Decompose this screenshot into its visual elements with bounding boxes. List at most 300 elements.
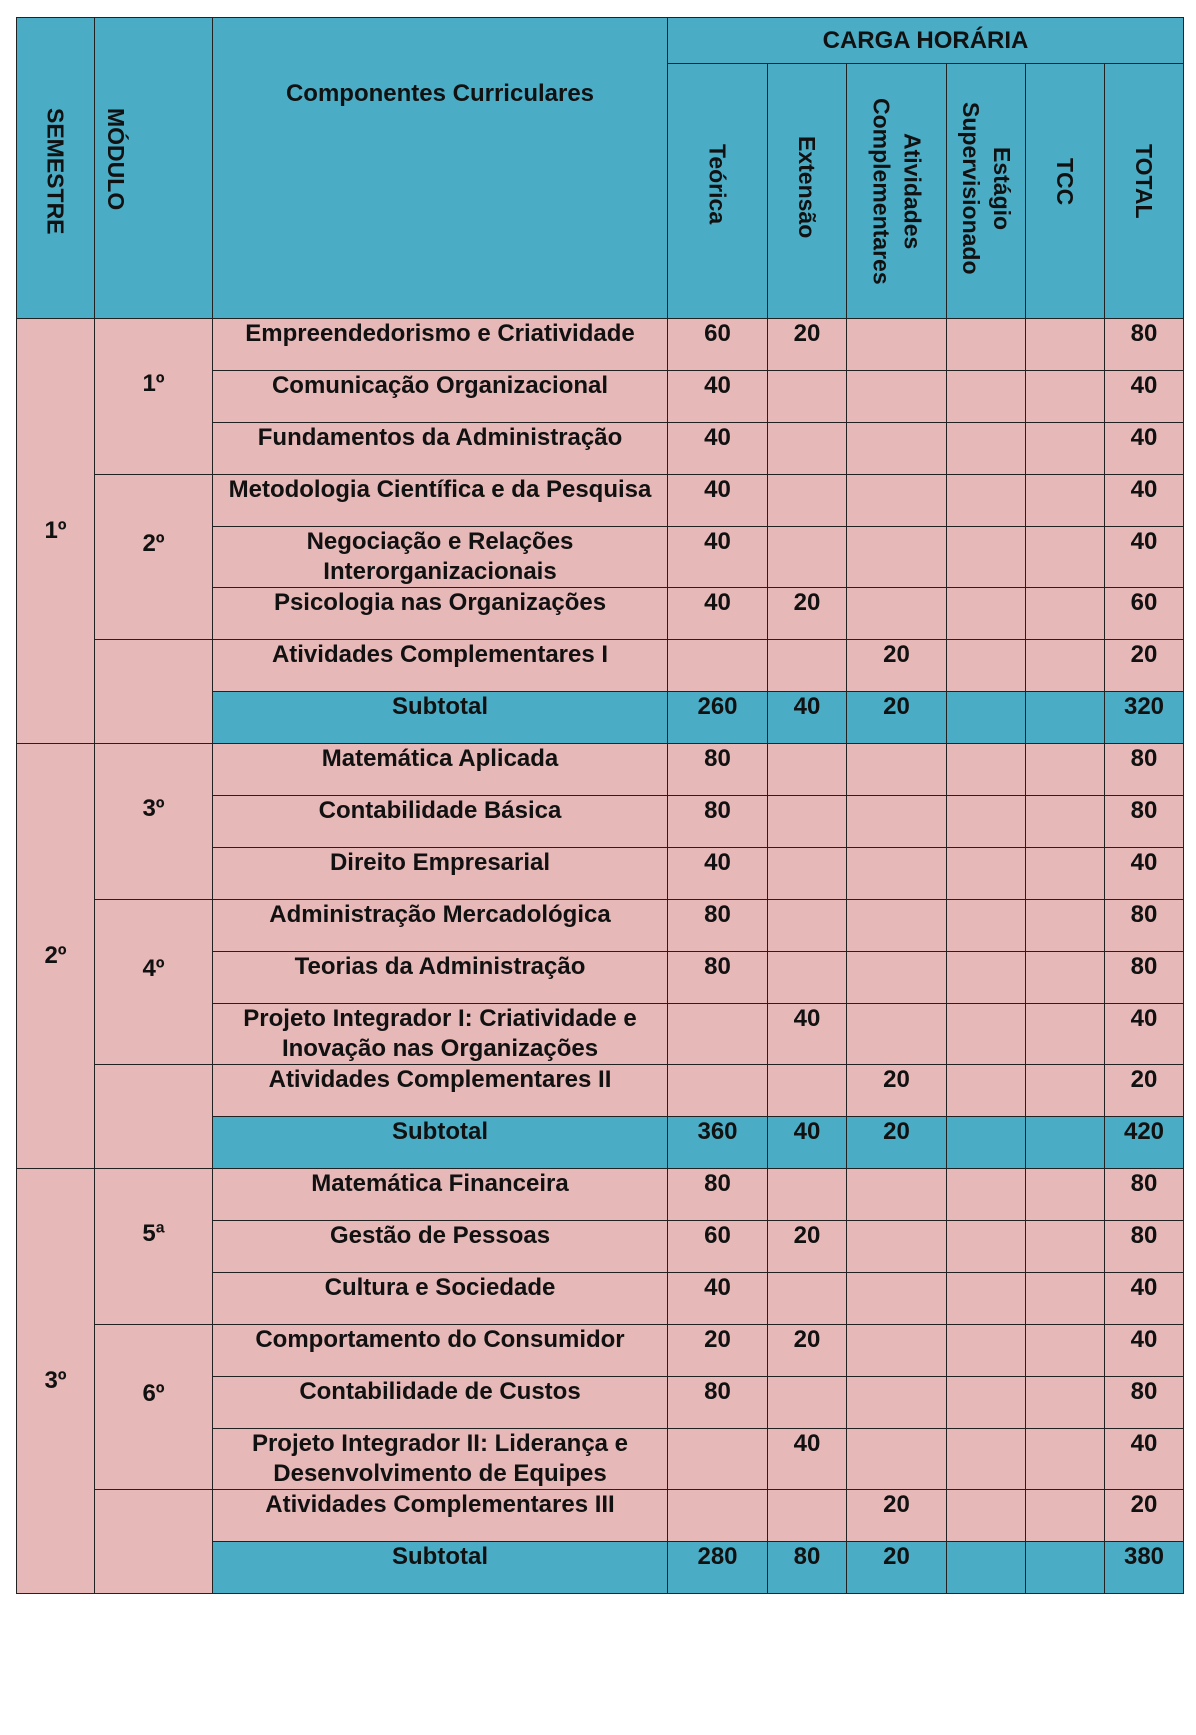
hours-teorica-cell — [668, 1325, 768, 1377]
hours-total-value: 380 — [1123, 1543, 1165, 1570]
hours-teorica-cell — [668, 1004, 768, 1065]
header-estagio-line-1: Estágio — [989, 146, 1015, 230]
hours-estagio-cell — [947, 900, 1026, 952]
component-name-cell — [213, 952, 668, 1004]
hours-teorica-cell — [668, 1429, 768, 1490]
component-name: Desenvolvimento de Equipes — [273, 1460, 607, 1487]
hours-teorica-value: 60 — [704, 320, 731, 347]
component-name: Inovação nas Organizações — [281, 1035, 599, 1062]
component-name: Subtotal — [392, 1543, 488, 1570]
hours-total-cell — [1105, 1377, 1184, 1429]
hours-estagio-cell — [947, 1221, 1026, 1273]
hours-teorica-value: 40 — [704, 589, 731, 616]
hours-teorica-cell — [668, 900, 768, 952]
hours-total-cell — [1105, 952, 1184, 1004]
table-row — [17, 319, 1184, 371]
component-name-cell — [213, 1273, 668, 1325]
component-name-cell — [213, 423, 668, 475]
hours-tcc-cell — [1026, 1325, 1105, 1377]
hours-teorica-cell — [668, 1542, 768, 1594]
hours-estagio-cell — [947, 1065, 1026, 1117]
hours-estagio-cell — [947, 1273, 1026, 1325]
hours-total-cell — [1105, 848, 1184, 900]
hours-estagio-cell — [947, 1429, 1026, 1490]
hours-extensao-cell — [768, 1004, 847, 1065]
hours-total-value: 80 — [1130, 1222, 1158, 1249]
header-componentes — [213, 18, 668, 319]
component-name: Projeto Integrador II: Liderança e — [251, 1430, 629, 1457]
header-modulo-label: MÓDULO — [103, 108, 129, 211]
semester-label: 1º — [44, 517, 67, 544]
hours-atividades-cell — [847, 1490, 947, 1542]
hours-total-cell — [1105, 1325, 1184, 1377]
hours-estagio-cell — [947, 952, 1026, 1004]
hours-total-value: 40 — [1130, 424, 1158, 451]
hours-total-cell — [1105, 744, 1184, 796]
hours-teorica-value: 80 — [704, 953, 731, 980]
hours-total-value: 40 — [1130, 1326, 1158, 1353]
component-name: Negociação e Relações — [306, 528, 574, 555]
header-carga-horaria-label: CARGA HORÁRIA — [822, 26, 1029, 54]
component-name: Interorganizacionais — [323, 558, 557, 585]
component-name-cell — [213, 475, 668, 527]
hours-total-value: 60 — [1130, 589, 1158, 616]
header-estagio-line-2: Supervisionado — [958, 102, 984, 275]
hours-teorica-value: 80 — [704, 745, 731, 772]
hours-atividades-value: 20 — [883, 641, 910, 668]
hours-teorica-cell — [668, 1065, 768, 1117]
semester-cell — [17, 744, 95, 1169]
hours-estagio-cell — [947, 796, 1026, 848]
component-name-cell — [213, 640, 668, 692]
hours-tcc-cell — [1026, 900, 1105, 952]
hours-atividades-cell — [847, 1325, 947, 1377]
module-label: 1º — [142, 369, 165, 397]
hours-extensao-cell — [768, 1117, 847, 1169]
hours-atividades-cell — [847, 423, 947, 475]
hours-total-value: 40 — [1130, 1005, 1158, 1032]
hours-tcc-cell — [1026, 640, 1105, 692]
header-tcc — [1026, 64, 1105, 319]
component-name: Matemática Aplicada — [321, 745, 559, 772]
hours-teorica-cell — [668, 1169, 768, 1221]
component-name-cell — [213, 1117, 668, 1169]
hours-atividades-cell — [847, 1065, 947, 1117]
component-name-cell — [213, 744, 668, 796]
module-label: 3º — [142, 794, 165, 822]
hours-teorica-cell — [668, 952, 768, 1004]
hours-total-cell — [1105, 1542, 1184, 1594]
hours-total-cell — [1105, 1429, 1184, 1490]
component-name: Teorias da Administração — [294, 953, 586, 980]
hours-tcc-cell — [1026, 423, 1105, 475]
hours-total-value: 80 — [1130, 1170, 1158, 1197]
hours-total-value: 20 — [1130, 1491, 1158, 1518]
hours-teorica-cell — [668, 1377, 768, 1429]
header-estagio-label — [955, 64, 1017, 275]
hours-estagio-cell — [947, 423, 1026, 475]
hours-extensao-cell — [768, 1273, 847, 1325]
hours-total-value: 40 — [1130, 372, 1158, 399]
hours-extensao-cell — [768, 640, 847, 692]
hours-atividades-cell — [847, 1542, 947, 1594]
hours-extensao-cell — [768, 475, 847, 527]
component-name-cell — [213, 1542, 668, 1594]
component-name-cell — [213, 796, 668, 848]
component-name-cell — [213, 1221, 668, 1273]
table-row — [17, 1325, 1184, 1377]
hours-teorica-value: 280 — [697, 1543, 738, 1570]
hours-extensao-cell — [768, 527, 847, 588]
hours-tcc-cell — [1026, 1542, 1105, 1594]
hours-teorica-value: 80 — [704, 1170, 731, 1197]
hours-total-value: 40 — [1130, 1430, 1158, 1457]
curriculum-table — [16, 17, 1184, 1594]
hours-extensao-cell — [768, 371, 847, 423]
header-carga-horaria — [668, 18, 1184, 64]
hours-atividades-cell — [847, 900, 947, 952]
hours-extensao-cell — [768, 692, 847, 744]
hours-estagio-cell — [947, 371, 1026, 423]
component-name: Contabilidade de Custos — [299, 1378, 581, 1405]
hours-total-value: 320 — [1123, 693, 1165, 720]
module-label: 2º — [142, 530, 165, 557]
hours-extensao-cell — [768, 319, 847, 371]
hours-total-cell — [1105, 319, 1184, 371]
module-label: 6º — [142, 1380, 165, 1407]
hours-estagio-cell — [947, 1542, 1026, 1594]
hours-total-cell — [1105, 1065, 1184, 1117]
table-row — [17, 1169, 1184, 1221]
module-cell-empty — [95, 1490, 213, 1594]
hours-tcc-cell — [1026, 371, 1105, 423]
component-name: Subtotal — [392, 1118, 488, 1145]
hours-total-cell — [1105, 527, 1184, 588]
hours-teorica-cell — [668, 1273, 768, 1325]
hours-extensao-cell — [768, 1325, 847, 1377]
hours-teorica-value: 360 — [697, 1118, 738, 1145]
component-name: Comunicação Organizacional — [271, 372, 609, 399]
component-name-cell — [213, 371, 668, 423]
component-name-cell — [213, 1325, 668, 1377]
hours-teorica-cell — [668, 423, 768, 475]
module-cell-empty — [95, 640, 213, 744]
hours-tcc-cell — [1026, 588, 1105, 640]
header-estagio — [947, 64, 1026, 319]
hours-atividades-cell — [847, 1273, 947, 1325]
hours-extensao-value: 20 — [793, 589, 821, 616]
hours-total-value: 80 — [1130, 1378, 1158, 1405]
hours-atividades-cell — [847, 527, 947, 588]
hours-estagio-cell — [947, 475, 1026, 527]
hours-atividades-cell — [847, 319, 947, 371]
hours-estagio-cell — [947, 640, 1026, 692]
component-name: Atividades Complementares II — [268, 1066, 612, 1093]
hours-total-value: 80 — [1130, 797, 1158, 824]
component-name: Gestão de Pessoas — [329, 1222, 551, 1249]
hours-tcc-cell — [1026, 952, 1105, 1004]
header-total — [1105, 64, 1184, 319]
hours-extensao-cell — [768, 1221, 847, 1273]
hours-extensao-cell — [768, 1429, 847, 1490]
component-name: Direito Empresarial — [329, 849, 551, 876]
hours-tcc-cell — [1026, 848, 1105, 900]
component-name: Psicologia nas Organizações — [273, 589, 607, 616]
hours-atividades-value: 20 — [883, 693, 910, 720]
hours-total-value: 80 — [1130, 320, 1158, 347]
semester-cell — [17, 1169, 95, 1594]
component-name: Metodologia Científica e da Pesquisa — [228, 476, 652, 503]
hours-total-value: 20 — [1130, 641, 1158, 668]
hours-teorica-cell — [668, 371, 768, 423]
module-cell — [95, 900, 213, 1065]
component-name: Empreendedorismo e Criatividade — [245, 320, 635, 347]
hours-total-cell — [1105, 640, 1184, 692]
hours-atividades-cell — [847, 1221, 947, 1273]
component-name-cell — [213, 1429, 668, 1490]
semester-label: 3º — [44, 1367, 67, 1394]
hours-teorica-cell — [668, 475, 768, 527]
hours-total-value: 80 — [1130, 745, 1158, 772]
hours-teorica-cell — [668, 527, 768, 588]
hours-estagio-cell — [947, 588, 1026, 640]
hours-atividades-cell — [847, 796, 947, 848]
header-teorica-label: Teórica — [704, 144, 731, 225]
hours-extensao-cell — [768, 588, 847, 640]
hours-atividades-value: 20 — [883, 1118, 910, 1145]
header-total-label: TOTAL — [1131, 144, 1157, 219]
hours-estagio-cell — [947, 1004, 1026, 1065]
hours-total-cell — [1105, 371, 1184, 423]
table-row — [17, 744, 1184, 796]
hours-atividades-cell — [847, 1004, 947, 1065]
hours-teorica-value: 40 — [704, 372, 731, 399]
hours-extensao-cell — [768, 796, 847, 848]
hours-teorica-value: 80 — [704, 797, 731, 824]
semester-cell — [17, 319, 95, 744]
component-name: Atividades Complementares III — [265, 1491, 615, 1518]
header-semestre — [17, 18, 95, 319]
hours-teorica-value: 40 — [704, 476, 731, 503]
hours-estagio-cell — [947, 744, 1026, 796]
header-modulo — [95, 18, 213, 319]
hours-teorica-cell — [668, 640, 768, 692]
hours-total-value: 40 — [1130, 528, 1158, 555]
component-name: Cultura e Sociedade — [324, 1274, 556, 1301]
component-name-cell — [213, 1065, 668, 1117]
hours-estagio-cell — [947, 1169, 1026, 1221]
header-componentes-label: Componentes Curriculares — [285, 80, 595, 107]
header-extensao-label: Extensão — [794, 136, 820, 239]
hours-total-value: 40 — [1130, 849, 1158, 876]
hours-atividades-cell — [847, 1429, 947, 1490]
hours-tcc-cell — [1026, 1490, 1105, 1542]
hours-total-cell — [1105, 1004, 1184, 1065]
component-name-cell — [213, 588, 668, 640]
hours-total-cell — [1105, 1273, 1184, 1325]
module-cell — [95, 475, 213, 640]
hours-teorica-value: 260 — [697, 693, 738, 720]
component-name: Contabilidade Básica — [318, 797, 562, 824]
hours-extensao-cell — [768, 1065, 847, 1117]
module-cell — [95, 1325, 213, 1490]
hours-tcc-cell — [1026, 527, 1105, 588]
hours-tcc-cell — [1026, 1273, 1105, 1325]
hours-extensao-cell — [768, 1542, 847, 1594]
table-row — [17, 475, 1184, 527]
table-row — [17, 900, 1184, 952]
component-name-cell — [213, 900, 668, 952]
hours-estagio-cell — [947, 848, 1026, 900]
hours-tcc-cell — [1026, 744, 1105, 796]
component-name-cell — [213, 692, 668, 744]
table-row — [17, 1490, 1184, 1542]
hours-teorica-value: 40 — [704, 528, 731, 555]
module-cell-empty — [95, 1065, 213, 1169]
hours-total-cell — [1105, 1221, 1184, 1273]
hours-teorica-cell — [668, 588, 768, 640]
hours-extensao-cell — [768, 1490, 847, 1542]
hours-teorica-cell — [668, 692, 768, 744]
hours-tcc-cell — [1026, 692, 1105, 744]
hours-extensao-value: 40 — [793, 1430, 821, 1457]
hours-total-cell — [1105, 588, 1184, 640]
component-name: Atividades Complementares I — [271, 641, 609, 668]
hours-atividades-cell — [847, 952, 947, 1004]
hours-teorica-cell — [668, 1490, 768, 1542]
module-cell — [95, 319, 213, 475]
component-name-cell — [213, 319, 668, 371]
hours-teorica-cell — [668, 744, 768, 796]
hours-atividades-cell — [847, 848, 947, 900]
hours-tcc-cell — [1026, 1065, 1105, 1117]
hours-atividades-cell — [847, 744, 947, 796]
hours-teorica-value: 40 — [704, 1274, 731, 1301]
table-row — [17, 1065, 1184, 1117]
header-semestre-label: SEMESTRE — [42, 108, 69, 235]
component-name: Administração Mercadológica — [269, 901, 611, 928]
module-cell — [95, 744, 213, 900]
hours-tcc-cell — [1026, 475, 1105, 527]
hours-teorica-value: 60 — [704, 1222, 731, 1249]
hours-total-value: 80 — [1130, 901, 1158, 928]
hours-estagio-cell — [947, 527, 1026, 588]
hours-extensao-value: 40 — [793, 1118, 821, 1145]
hours-extensao-cell — [768, 952, 847, 1004]
header-tcc-label: TCC — [1052, 158, 1078, 206]
hours-total-cell — [1105, 900, 1184, 952]
header-extensao — [768, 64, 847, 319]
hours-tcc-cell — [1026, 1429, 1105, 1490]
hours-atividades-cell — [847, 1117, 947, 1169]
hours-atividades-cell — [847, 1169, 947, 1221]
hours-teorica-value: 80 — [704, 901, 731, 928]
hours-total-value: 20 — [1130, 1066, 1158, 1093]
hours-atividades-cell — [847, 588, 947, 640]
hours-total-cell — [1105, 1490, 1184, 1542]
hours-total-value: 80 — [1130, 953, 1158, 980]
hours-extensao-value: 80 — [793, 1543, 821, 1570]
hours-teorica-cell — [668, 1117, 768, 1169]
component-name-cell — [213, 1169, 668, 1221]
hours-teorica-cell — [668, 796, 768, 848]
component-name-cell — [213, 1490, 668, 1542]
hours-extensao-cell — [768, 1169, 847, 1221]
hours-extensao-value: 40 — [793, 693, 821, 720]
hours-tcc-cell — [1026, 1169, 1105, 1221]
hours-extensao-cell — [768, 744, 847, 796]
hours-estagio-cell — [947, 1325, 1026, 1377]
hours-extensao-value: 20 — [793, 1222, 821, 1249]
hours-teorica-value: 80 — [704, 1378, 731, 1405]
hours-teorica-value: 40 — [704, 849, 731, 876]
hours-total-value: 40 — [1130, 1274, 1158, 1301]
header-atividades-line-2: Complementares — [868, 98, 895, 285]
hours-atividades-value: 20 — [883, 1066, 910, 1093]
module-label: 4º — [142, 955, 165, 982]
hours-atividades-cell — [847, 475, 947, 527]
component-name-cell — [213, 527, 668, 588]
hours-extensao-cell — [768, 900, 847, 952]
hours-total-cell — [1105, 475, 1184, 527]
header-teorica — [668, 64, 768, 319]
hours-tcc-cell — [1026, 796, 1105, 848]
hours-atividades-value: 20 — [883, 1543, 910, 1570]
hours-teorica-cell — [668, 319, 768, 371]
hours-tcc-cell — [1026, 1117, 1105, 1169]
component-name-cell — [213, 1004, 668, 1065]
hours-tcc-cell — [1026, 1377, 1105, 1429]
header-atividades-line-1: Atividades — [899, 133, 926, 250]
hours-extensao-cell — [768, 848, 847, 900]
hours-teorica-cell — [668, 1221, 768, 1273]
hours-total-cell — [1105, 796, 1184, 848]
header-atividades-label — [866, 64, 928, 285]
component-name: Subtotal — [392, 693, 488, 720]
component-name: Fundamentos da Administração — [257, 424, 623, 451]
hours-extensao-value: 20 — [793, 320, 821, 347]
component-name: Comportamento do Consumidor — [255, 1326, 625, 1353]
hours-extensao-value: 40 — [793, 1005, 821, 1032]
hours-extensao-value: 20 — [793, 1326, 821, 1353]
hours-teorica-value: 40 — [704, 424, 731, 451]
hours-estagio-cell — [947, 1117, 1026, 1169]
hours-extensao-cell — [768, 1377, 847, 1429]
hours-atividades-cell — [847, 692, 947, 744]
hours-tcc-cell — [1026, 319, 1105, 371]
hours-atividades-value: 20 — [883, 1491, 910, 1518]
semester-label: 2º — [44, 942, 67, 969]
component-name-cell — [213, 1377, 668, 1429]
hours-atividades-cell — [847, 640, 947, 692]
table-row — [17, 640, 1184, 692]
hours-teorica-cell — [668, 848, 768, 900]
hours-tcc-cell — [1026, 1221, 1105, 1273]
component-name-cell — [213, 848, 668, 900]
hours-tcc-cell — [1026, 1004, 1105, 1065]
hours-total-cell — [1105, 692, 1184, 744]
hours-estagio-cell — [947, 319, 1026, 371]
hours-total-value: 420 — [1123, 1118, 1165, 1145]
hours-total-cell — [1105, 1169, 1184, 1221]
hours-atividades-cell — [847, 371, 947, 423]
hours-estagio-cell — [947, 692, 1026, 744]
header-atividades — [847, 64, 947, 319]
component-name: Matemática Financeira — [311, 1170, 569, 1197]
hours-total-cell — [1105, 423, 1184, 475]
hours-total-cell — [1105, 1117, 1184, 1169]
hours-teorica-value: 20 — [704, 1326, 731, 1353]
